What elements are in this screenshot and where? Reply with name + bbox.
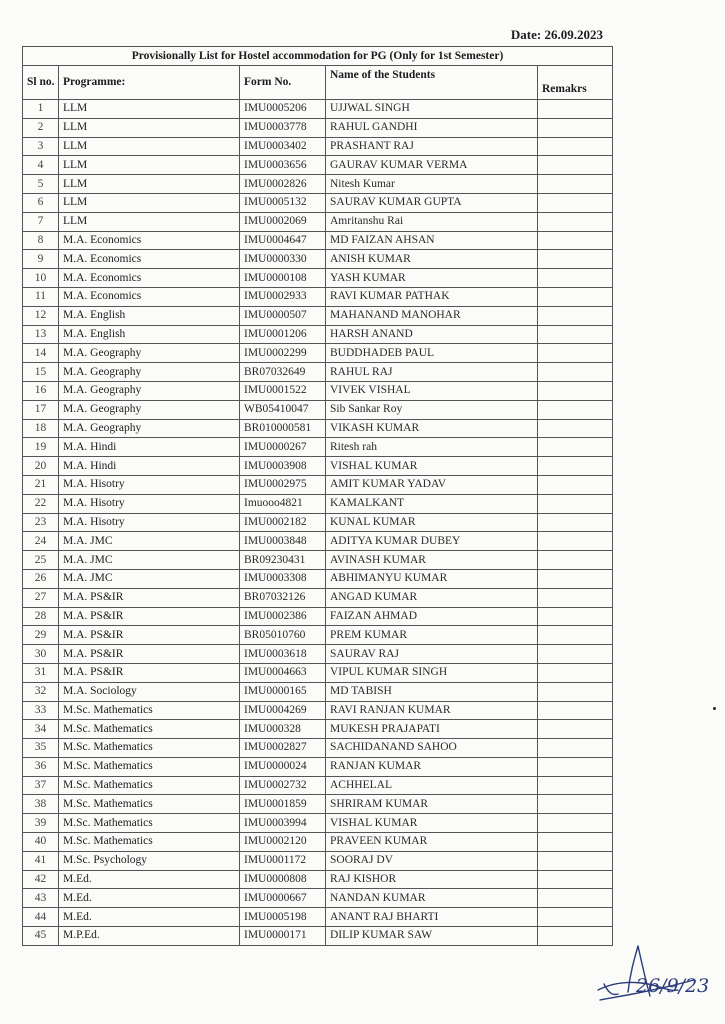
signature-date: 26/9/23 bbox=[636, 975, 710, 997]
hostel-list-sheet bbox=[22, 46, 612, 946]
row-sl-no: 33 bbox=[23, 701, 59, 720]
row-remarks bbox=[538, 663, 613, 682]
row-student-name: ADITYA KUMAR DUBEY bbox=[326, 532, 538, 551]
row-sl-no: 35 bbox=[23, 739, 59, 758]
row-programme: M.A. Sociology bbox=[59, 682, 240, 701]
row-form-no: IMU0000330 bbox=[240, 250, 326, 269]
row-student-name: RAJ KISHOR bbox=[326, 870, 538, 889]
table-row bbox=[23, 363, 613, 382]
row-programme: LLM bbox=[59, 137, 240, 156]
table-row bbox=[23, 193, 613, 212]
row-sl-no: 44 bbox=[23, 908, 59, 927]
row-student-name: SAURAV RAJ bbox=[326, 645, 538, 664]
row-sl-no: 43 bbox=[23, 889, 59, 908]
row-remarks bbox=[538, 626, 613, 645]
row-form-no: IMU0000108 bbox=[240, 269, 326, 288]
row-remarks bbox=[538, 175, 613, 194]
row-student-name: AMIT KUMAR YADAV bbox=[326, 475, 538, 494]
row-programme: M.Sc. Mathematics bbox=[59, 795, 240, 814]
row-remarks bbox=[538, 720, 613, 739]
row-sl-no: 5 bbox=[23, 175, 59, 194]
row-student-name: ANGAD KUMAR bbox=[326, 588, 538, 607]
row-form-no: BR010000581 bbox=[240, 419, 326, 438]
row-student-name: YASH KUMAR bbox=[326, 269, 538, 288]
row-sl-no: 18 bbox=[23, 419, 59, 438]
row-form-no: IMU0002826 bbox=[240, 175, 326, 194]
row-remarks bbox=[538, 306, 613, 325]
row-programme: M.Ed. bbox=[59, 870, 240, 889]
row-student-name: DILIP KUMAR SAW bbox=[326, 927, 538, 946]
row-form-no: IMU0003618 bbox=[240, 645, 326, 664]
row-remarks bbox=[538, 250, 613, 269]
row-programme: M.Ed. bbox=[59, 889, 240, 908]
row-form-no: IMU0003994 bbox=[240, 814, 326, 833]
header-sl-no: Sl no. bbox=[23, 66, 59, 100]
table-row bbox=[23, 889, 613, 908]
row-form-no: IMU000328 bbox=[240, 720, 326, 739]
table-row bbox=[23, 475, 613, 494]
table-row bbox=[23, 532, 613, 551]
row-programme: LLM bbox=[59, 193, 240, 212]
row-programme: M.Sc. Mathematics bbox=[59, 739, 240, 758]
row-form-no: IMU0004269 bbox=[240, 701, 326, 720]
row-remarks bbox=[538, 814, 613, 833]
row-student-name: VISHAL KUMAR bbox=[326, 457, 538, 476]
row-sl-no: 20 bbox=[23, 457, 59, 476]
row-form-no: BR07032649 bbox=[240, 363, 326, 382]
table-row bbox=[23, 551, 613, 570]
table-row bbox=[23, 701, 613, 720]
table-header-row bbox=[23, 66, 613, 100]
row-student-name: RAHUL GANDHI bbox=[326, 118, 538, 137]
row-student-name: AVINASH KUMAR bbox=[326, 551, 538, 570]
header-programme: Programme: bbox=[59, 66, 240, 100]
row-student-name: SOORAJ DV bbox=[326, 851, 538, 870]
row-form-no: IMU0004647 bbox=[240, 231, 326, 250]
row-form-no: IMU0002827 bbox=[240, 739, 326, 758]
table-body bbox=[23, 100, 613, 946]
scan-speck bbox=[713, 707, 716, 710]
table-row bbox=[23, 212, 613, 231]
row-programme: M.A. Economics bbox=[59, 250, 240, 269]
row-sl-no: 29 bbox=[23, 626, 59, 645]
row-form-no: IMU0005132 bbox=[240, 193, 326, 212]
row-remarks bbox=[538, 400, 613, 419]
row-student-name: SAURAV KUMAR GUPTA bbox=[326, 193, 538, 212]
row-programme: M.Sc. Psychology bbox=[59, 851, 240, 870]
row-student-name: MUKESH PRAJAPATI bbox=[326, 720, 538, 739]
row-programme: M.A. Geography bbox=[59, 363, 240, 382]
row-sl-no: 25 bbox=[23, 551, 59, 570]
row-sl-no: 6 bbox=[23, 193, 59, 212]
row-student-name: BUDDHADEB PAUL bbox=[326, 344, 538, 363]
row-sl-no: 26 bbox=[23, 569, 59, 588]
row-sl-no: 27 bbox=[23, 588, 59, 607]
row-programme: LLM bbox=[59, 156, 240, 175]
row-sl-no: 22 bbox=[23, 494, 59, 513]
row-student-name: UJJWAL SINGH bbox=[326, 100, 538, 119]
row-student-name: HARSH ANAND bbox=[326, 325, 538, 344]
table-row bbox=[23, 776, 613, 795]
row-form-no: IMU0005206 bbox=[240, 100, 326, 119]
table-row bbox=[23, 663, 613, 682]
row-student-name: RAVI RANJAN KUMAR bbox=[326, 701, 538, 720]
table-row bbox=[23, 833, 613, 852]
row-remarks bbox=[538, 137, 613, 156]
row-sl-no: 37 bbox=[23, 776, 59, 795]
row-student-name: NANDAN KUMAR bbox=[326, 889, 538, 908]
row-student-name: Amritanshu Rai bbox=[326, 212, 538, 231]
row-sl-no: 40 bbox=[23, 833, 59, 852]
row-sl-no: 7 bbox=[23, 212, 59, 231]
row-programme: M.Sc. Mathematics bbox=[59, 720, 240, 739]
row-student-name: SHRIRAM KUMAR bbox=[326, 795, 538, 814]
row-remarks bbox=[538, 645, 613, 664]
row-remarks bbox=[538, 513, 613, 532]
row-form-no: IMU0000165 bbox=[240, 682, 326, 701]
row-student-name: ANANT RAJ BHARTI bbox=[326, 908, 538, 927]
row-programme: M.A. PS&IR bbox=[59, 663, 240, 682]
row-programme: M.Sc. Mathematics bbox=[59, 776, 240, 795]
row-student-name: Nitesh Kumar bbox=[326, 175, 538, 194]
table-row bbox=[23, 419, 613, 438]
row-student-name: MAHANAND MANOHAR bbox=[326, 306, 538, 325]
row-sl-no: 3 bbox=[23, 137, 59, 156]
row-remarks bbox=[538, 231, 613, 250]
row-programme: M.A. JMC bbox=[59, 532, 240, 551]
table-row bbox=[23, 118, 613, 137]
table-row bbox=[23, 626, 613, 645]
row-sl-no: 32 bbox=[23, 682, 59, 701]
row-form-no: IMU0000171 bbox=[240, 927, 326, 946]
table-row bbox=[23, 795, 613, 814]
table-caption: Provisionally List for Hostel accommodation for PG (Only for 1st Semester) bbox=[23, 47, 613, 66]
row-sl-no: 15 bbox=[23, 363, 59, 382]
row-form-no: IMU0002120 bbox=[240, 833, 326, 852]
row-remarks bbox=[538, 889, 613, 908]
row-student-name: PRASHANT RAJ bbox=[326, 137, 538, 156]
row-sl-no: 4 bbox=[23, 156, 59, 175]
row-student-name: FAIZAN AHMAD bbox=[326, 607, 538, 626]
row-remarks bbox=[538, 457, 613, 476]
row-sl-no: 31 bbox=[23, 663, 59, 682]
row-form-no: IMU0000267 bbox=[240, 438, 326, 457]
row-remarks bbox=[538, 551, 613, 570]
row-remarks bbox=[538, 325, 613, 344]
signature-scribble bbox=[590, 940, 710, 1010]
row-remarks bbox=[538, 833, 613, 852]
row-form-no: BR05010760 bbox=[240, 626, 326, 645]
row-student-name: MD FAIZAN AHSAN bbox=[326, 231, 538, 250]
row-sl-no: 12 bbox=[23, 306, 59, 325]
row-sl-no: 8 bbox=[23, 231, 59, 250]
row-student-name: KAMALKANT bbox=[326, 494, 538, 513]
row-form-no: Imuooo4821 bbox=[240, 494, 326, 513]
row-remarks bbox=[538, 739, 613, 758]
row-remarks bbox=[538, 438, 613, 457]
table-row bbox=[23, 137, 613, 156]
row-student-name: KUNAL KUMAR bbox=[326, 513, 538, 532]
table-row bbox=[23, 344, 613, 363]
row-programme: M.Sc. Mathematics bbox=[59, 833, 240, 852]
table-row bbox=[23, 306, 613, 325]
row-form-no: IMU0003308 bbox=[240, 569, 326, 588]
table-row bbox=[23, 682, 613, 701]
row-programme: M.A. Hindi bbox=[59, 457, 240, 476]
row-remarks bbox=[538, 494, 613, 513]
row-remarks bbox=[538, 682, 613, 701]
row-programme: M.A. PS&IR bbox=[59, 626, 240, 645]
row-programme: LLM bbox=[59, 100, 240, 119]
row-programme: M.A. English bbox=[59, 325, 240, 344]
row-remarks bbox=[538, 851, 613, 870]
row-sl-no: 16 bbox=[23, 381, 59, 400]
row-sl-no: 9 bbox=[23, 250, 59, 269]
row-remarks bbox=[538, 287, 613, 306]
row-remarks bbox=[538, 908, 613, 927]
row-programme: M.A. JMC bbox=[59, 551, 240, 570]
row-sl-no: 45 bbox=[23, 927, 59, 946]
row-programme: M.A. PS&IR bbox=[59, 645, 240, 664]
table-row bbox=[23, 569, 613, 588]
row-programme: M.Sc. Mathematics bbox=[59, 814, 240, 833]
row-programme: M.A. JMC bbox=[59, 569, 240, 588]
table-row bbox=[23, 908, 613, 927]
row-form-no: IMU0001859 bbox=[240, 795, 326, 814]
table-row bbox=[23, 156, 613, 175]
row-programme: M.A. Geography bbox=[59, 419, 240, 438]
row-remarks bbox=[538, 870, 613, 889]
table-row bbox=[23, 513, 613, 532]
document-date: Date: 26.09.2023 bbox=[510, 27, 603, 42]
table-row bbox=[23, 438, 613, 457]
row-remarks bbox=[538, 344, 613, 363]
row-programme: M.A. Hisotry bbox=[59, 513, 240, 532]
row-form-no: IMU0002069 bbox=[240, 212, 326, 231]
row-form-no: IMU0002386 bbox=[240, 607, 326, 626]
table-row bbox=[23, 645, 613, 664]
row-programme: M.A. Geography bbox=[59, 344, 240, 363]
row-sl-no: 41 bbox=[23, 851, 59, 870]
row-programme: M.Sc. Mathematics bbox=[59, 757, 240, 776]
table-row bbox=[23, 814, 613, 833]
table-row bbox=[23, 851, 613, 870]
row-sl-no: 10 bbox=[23, 269, 59, 288]
row-programme: M.P.Ed. bbox=[59, 927, 240, 946]
table-row bbox=[23, 870, 613, 889]
row-remarks bbox=[538, 118, 613, 137]
table-row bbox=[23, 927, 613, 946]
row-form-no: IMU0000667 bbox=[240, 889, 326, 908]
row-sl-no: 14 bbox=[23, 344, 59, 363]
row-form-no: IMU0003656 bbox=[240, 156, 326, 175]
row-form-no: IMU0001172 bbox=[240, 851, 326, 870]
row-sl-no: 19 bbox=[23, 438, 59, 457]
row-programme: M.Ed. bbox=[59, 908, 240, 927]
row-student-name: PREM KUMAR bbox=[326, 626, 538, 645]
row-programme: M.A. Hisotry bbox=[59, 475, 240, 494]
row-form-no: BR09230431 bbox=[240, 551, 326, 570]
row-remarks bbox=[538, 795, 613, 814]
row-programme: M.A. Economics bbox=[59, 269, 240, 288]
table-row bbox=[23, 381, 613, 400]
row-programme: M.Sc. Mathematics bbox=[59, 701, 240, 720]
row-remarks bbox=[538, 701, 613, 720]
row-student-name: RAHUL RAJ bbox=[326, 363, 538, 382]
table-row bbox=[23, 739, 613, 758]
row-student-name: VIKASH KUMAR bbox=[326, 419, 538, 438]
row-form-no: IMU0002975 bbox=[240, 475, 326, 494]
table-row bbox=[23, 400, 613, 419]
table-row bbox=[23, 588, 613, 607]
table-row bbox=[23, 457, 613, 476]
row-remarks bbox=[538, 475, 613, 494]
table-row bbox=[23, 720, 613, 739]
row-form-no: IMU0003402 bbox=[240, 137, 326, 156]
row-form-no: IMU0005198 bbox=[240, 908, 326, 927]
table-row bbox=[23, 607, 613, 626]
row-student-name: Ritesh rah bbox=[326, 438, 538, 457]
row-remarks bbox=[538, 607, 613, 626]
row-form-no: IMU0000507 bbox=[240, 306, 326, 325]
row-programme: M.A. Hindi bbox=[59, 438, 240, 457]
row-remarks bbox=[538, 419, 613, 438]
row-form-no: IMU0000808 bbox=[240, 870, 326, 889]
table-row bbox=[23, 250, 613, 269]
row-form-no: WB05410047 bbox=[240, 400, 326, 419]
row-form-no: BR07032126 bbox=[240, 588, 326, 607]
row-remarks bbox=[538, 776, 613, 795]
table-row bbox=[23, 287, 613, 306]
row-programme: M.A. PS&IR bbox=[59, 607, 240, 626]
header-student-name: Name of the Students bbox=[326, 66, 538, 100]
table-row bbox=[23, 757, 613, 776]
table-row bbox=[23, 100, 613, 119]
row-sl-no: 30 bbox=[23, 645, 59, 664]
row-sl-no: 28 bbox=[23, 607, 59, 626]
row-student-name: ACHHELAL bbox=[326, 776, 538, 795]
row-sl-no: 2 bbox=[23, 118, 59, 137]
row-student-name: VIPUL KUMAR SINGH bbox=[326, 663, 538, 682]
row-sl-no: 11 bbox=[23, 287, 59, 306]
row-remarks bbox=[538, 100, 613, 119]
row-form-no: IMU0003778 bbox=[240, 118, 326, 137]
header-form-no: Form No. bbox=[240, 66, 326, 100]
row-remarks bbox=[538, 532, 613, 551]
row-student-name: VIVEK VISHAL bbox=[326, 381, 538, 400]
row-programme: LLM bbox=[59, 212, 240, 231]
header-remarks: Remakrs bbox=[538, 66, 613, 100]
row-student-name: SACHIDANAND SAHOO bbox=[326, 739, 538, 758]
row-student-name: ANISH KUMAR bbox=[326, 250, 538, 269]
row-student-name: Sib Sankar Roy bbox=[326, 400, 538, 419]
row-student-name: RANJAN KUMAR bbox=[326, 757, 538, 776]
row-programme: M.A. Geography bbox=[59, 381, 240, 400]
row-sl-no: 21 bbox=[23, 475, 59, 494]
row-form-no: IMU0002182 bbox=[240, 513, 326, 532]
row-programme: LLM bbox=[59, 175, 240, 194]
row-sl-no: 39 bbox=[23, 814, 59, 833]
table-row bbox=[23, 175, 613, 194]
row-remarks bbox=[538, 588, 613, 607]
row-programme: M.A. English bbox=[59, 306, 240, 325]
row-sl-no: 1 bbox=[23, 100, 59, 119]
row-remarks bbox=[538, 363, 613, 382]
row-student-name: MD TABISH bbox=[326, 682, 538, 701]
row-programme: M.A. PS&IR bbox=[59, 588, 240, 607]
row-form-no: IMU0002933 bbox=[240, 287, 326, 306]
row-programme: M.A. Economics bbox=[59, 231, 240, 250]
row-sl-no: 38 bbox=[23, 795, 59, 814]
row-sl-no: 42 bbox=[23, 870, 59, 889]
row-form-no: IMU0001206 bbox=[240, 325, 326, 344]
row-student-name: PRAVEEN KUMAR bbox=[326, 833, 538, 852]
row-sl-no: 23 bbox=[23, 513, 59, 532]
row-form-no: IMU0001522 bbox=[240, 381, 326, 400]
row-sl-no: 13 bbox=[23, 325, 59, 344]
row-student-name: VISHAL KUMAR bbox=[326, 814, 538, 833]
row-student-name: RAVI KUMAR PATHAK bbox=[326, 287, 538, 306]
row-student-name: GAURAV KUMAR VERMA bbox=[326, 156, 538, 175]
row-form-no: IMU0003848 bbox=[240, 532, 326, 551]
row-sl-no: 36 bbox=[23, 757, 59, 776]
row-sl-no: 34 bbox=[23, 720, 59, 739]
row-programme: M.A. Economics bbox=[59, 287, 240, 306]
row-sl-no: 17 bbox=[23, 400, 59, 419]
table-row bbox=[23, 494, 613, 513]
row-student-name: ABHIMANYU KUMAR bbox=[326, 569, 538, 588]
row-remarks bbox=[538, 212, 613, 231]
row-form-no: IMU0002732 bbox=[240, 776, 326, 795]
row-remarks bbox=[538, 156, 613, 175]
row-form-no: IMU0000024 bbox=[240, 757, 326, 776]
table-row bbox=[23, 269, 613, 288]
row-remarks bbox=[538, 193, 613, 212]
students-table bbox=[22, 46, 613, 946]
row-form-no: IMU0003908 bbox=[240, 457, 326, 476]
row-remarks bbox=[538, 269, 613, 288]
row-form-no: IMU0002299 bbox=[240, 344, 326, 363]
row-programme: M.A. Hisotry bbox=[59, 494, 240, 513]
row-form-no: IMU0004663 bbox=[240, 663, 326, 682]
row-remarks bbox=[538, 381, 613, 400]
row-remarks bbox=[538, 569, 613, 588]
table-row bbox=[23, 231, 613, 250]
row-programme: M.A. Geography bbox=[59, 400, 240, 419]
table-row bbox=[23, 325, 613, 344]
row-programme: LLM bbox=[59, 118, 240, 137]
row-sl-no: 24 bbox=[23, 532, 59, 551]
row-remarks bbox=[538, 757, 613, 776]
